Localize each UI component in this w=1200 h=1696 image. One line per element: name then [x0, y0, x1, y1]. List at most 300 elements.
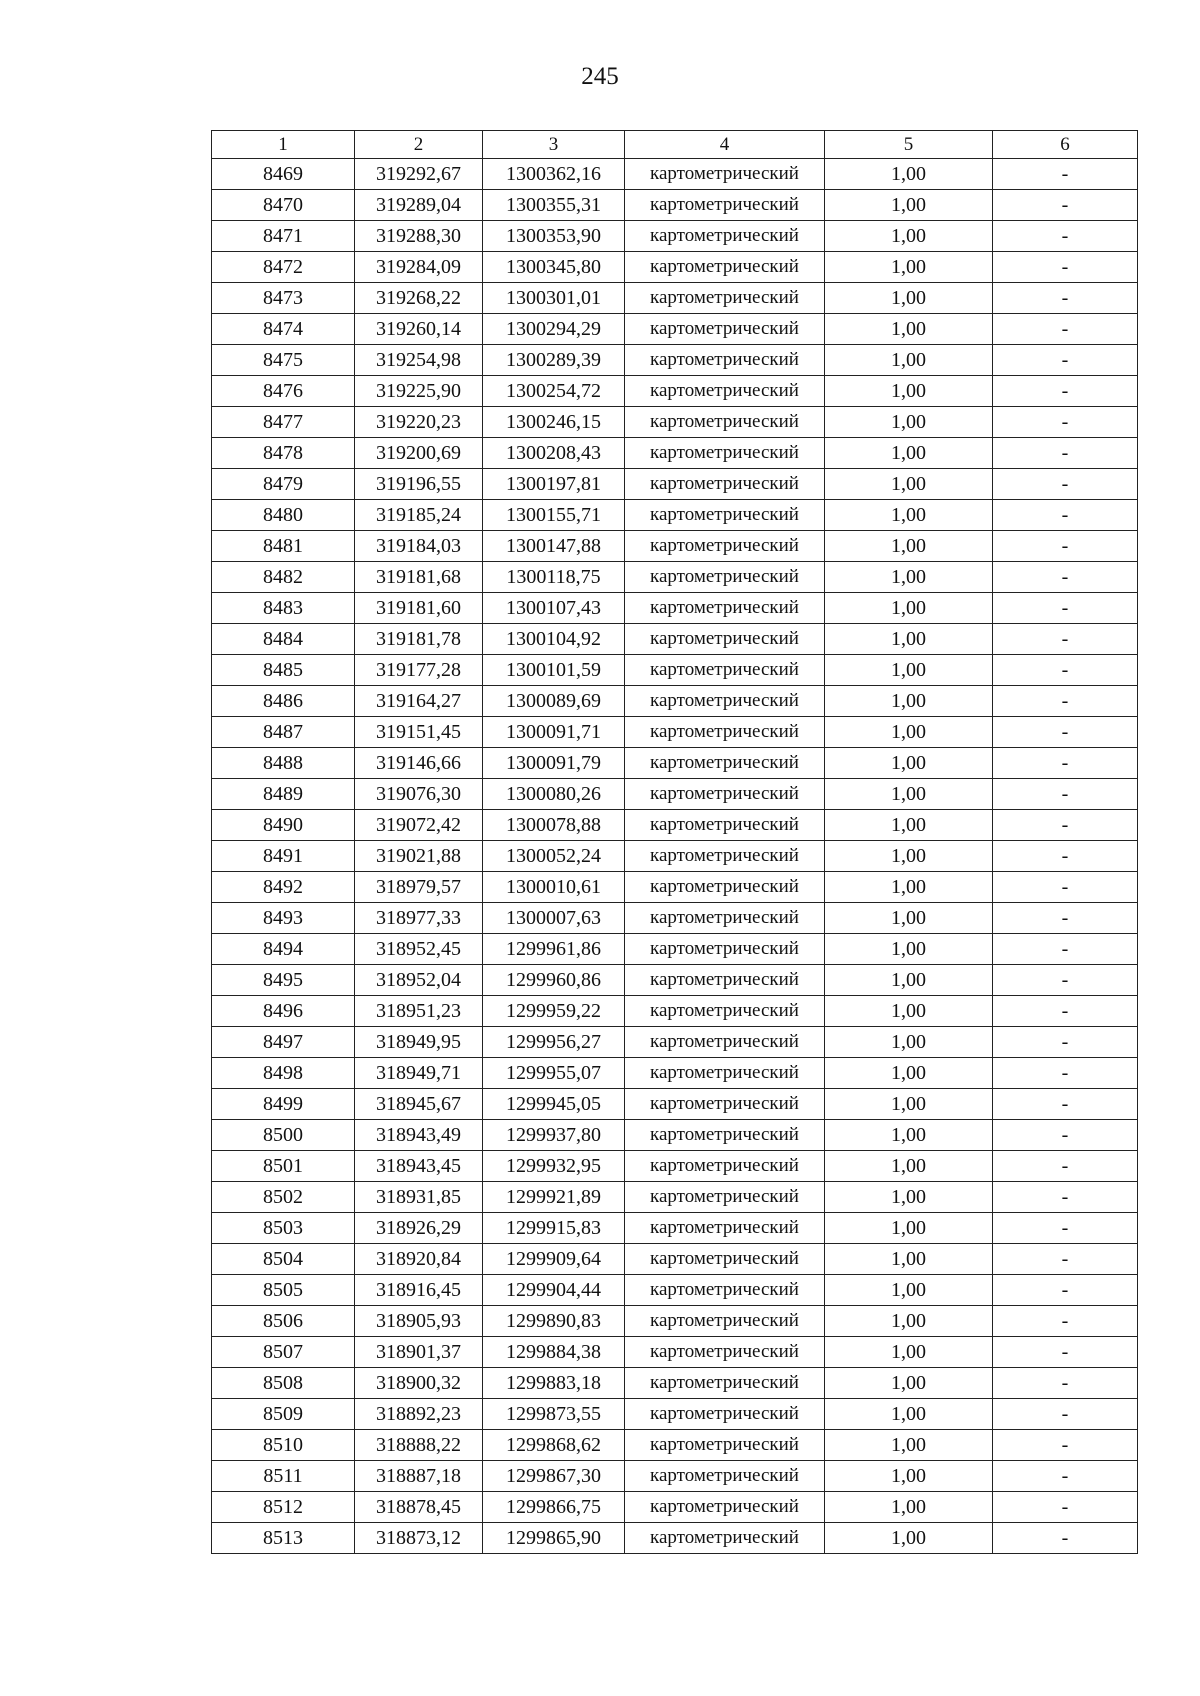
- precision-cell: 1,00: [825, 1306, 993, 1337]
- y-coordinate-cell: 1299866,75: [483, 1492, 625, 1523]
- point-number-cell: 8491: [212, 841, 355, 872]
- x-coordinate-cell: 318931,85: [355, 1182, 483, 1213]
- note-cell: -: [993, 1027, 1138, 1058]
- table-row: [212, 1306, 1138, 1337]
- point-number-cell: 8509: [212, 1399, 355, 1430]
- table-row: [212, 1027, 1138, 1058]
- y-coordinate-cell: 1299915,83: [483, 1213, 625, 1244]
- method-cell: картометрический: [625, 438, 825, 469]
- x-coordinate-cell: 318892,23: [355, 1399, 483, 1430]
- note-cell: -: [993, 903, 1138, 934]
- method-cell: картометрический: [625, 252, 825, 283]
- note-cell: -: [993, 996, 1138, 1027]
- table-row: [212, 1058, 1138, 1089]
- note-cell: -: [993, 159, 1138, 190]
- note-cell: -: [993, 1337, 1138, 1368]
- precision-cell: 1,00: [825, 562, 993, 593]
- table-row: [212, 407, 1138, 438]
- page-number: 245: [581, 63, 619, 90]
- precision-cell: 1,00: [825, 159, 993, 190]
- y-coordinate-cell: 1299868,62: [483, 1430, 625, 1461]
- precision-cell: 1,00: [825, 686, 993, 717]
- precision-cell: 1,00: [825, 1430, 993, 1461]
- x-coordinate-cell: 318943,49: [355, 1120, 483, 1151]
- point-number-cell: 8475: [212, 345, 355, 376]
- precision-cell: 1,00: [825, 469, 993, 500]
- method-cell: картометрический: [625, 190, 825, 221]
- table-row: [212, 1368, 1138, 1399]
- x-coordinate-cell: 319225,90: [355, 376, 483, 407]
- x-coordinate-cell: 318873,12: [355, 1523, 483, 1554]
- table-row: [212, 903, 1138, 934]
- point-number-cell: 8474: [212, 314, 355, 345]
- x-coordinate-cell: 318952,04: [355, 965, 483, 996]
- x-coordinate-cell: 318905,93: [355, 1306, 483, 1337]
- table-row: [212, 717, 1138, 748]
- method-cell: картометрический: [625, 1492, 825, 1523]
- note-cell: -: [993, 841, 1138, 872]
- precision-cell: 1,00: [825, 1461, 993, 1492]
- table-row: [212, 376, 1138, 407]
- table-row: [212, 1523, 1138, 1554]
- point-number-cell: 8473: [212, 283, 355, 314]
- precision-cell: 1,00: [825, 1275, 993, 1306]
- method-cell: картометрический: [625, 1306, 825, 1337]
- point-number-cell: 8496: [212, 996, 355, 1027]
- y-coordinate-cell: 1300118,75: [483, 562, 625, 593]
- method-cell: картометрический: [625, 779, 825, 810]
- note-cell: -: [993, 1213, 1138, 1244]
- column-header-2: 2: [355, 131, 483, 159]
- y-coordinate-cell: 1300197,81: [483, 469, 625, 500]
- method-cell: картометрический: [625, 593, 825, 624]
- table-row: [212, 1461, 1138, 1492]
- precision-cell: 1,00: [825, 1399, 993, 1430]
- y-coordinate-cell: 1299955,07: [483, 1058, 625, 1089]
- note-cell: -: [993, 1430, 1138, 1461]
- point-number-cell: 8483: [212, 593, 355, 624]
- x-coordinate-cell: 319185,24: [355, 500, 483, 531]
- y-coordinate-cell: 1300155,71: [483, 500, 625, 531]
- point-number-cell: 8478: [212, 438, 355, 469]
- note-cell: -: [993, 221, 1138, 252]
- x-coordinate-cell: 319254,98: [355, 345, 483, 376]
- note-cell: -: [993, 1244, 1138, 1275]
- precision-cell: 1,00: [825, 1151, 993, 1182]
- table-row: [212, 624, 1138, 655]
- method-cell: картометрический: [625, 562, 825, 593]
- note-cell: -: [993, 376, 1138, 407]
- method-cell: картометрический: [625, 1151, 825, 1182]
- y-coordinate-cell: 1300254,72: [483, 376, 625, 407]
- method-cell: картометрический: [625, 376, 825, 407]
- note-cell: -: [993, 438, 1138, 469]
- x-coordinate-cell: 318901,37: [355, 1337, 483, 1368]
- note-cell: -: [993, 593, 1138, 624]
- note-cell: -: [993, 872, 1138, 903]
- precision-cell: 1,00: [825, 1244, 993, 1275]
- y-coordinate-cell: 1300107,43: [483, 593, 625, 624]
- x-coordinate-cell: 319181,68: [355, 562, 483, 593]
- x-coordinate-cell: 318920,84: [355, 1244, 483, 1275]
- point-number-cell: 8502: [212, 1182, 355, 1213]
- table-row: [212, 1213, 1138, 1244]
- precision-cell: 1,00: [825, 779, 993, 810]
- note-cell: -: [993, 1399, 1138, 1430]
- x-coordinate-cell: 319268,22: [355, 283, 483, 314]
- y-coordinate-cell: 1299873,55: [483, 1399, 625, 1430]
- y-coordinate-cell: 1300091,71: [483, 717, 625, 748]
- y-coordinate-cell: 1300010,61: [483, 872, 625, 903]
- note-cell: -: [993, 1058, 1138, 1089]
- method-cell: картометрический: [625, 934, 825, 965]
- note-cell: -: [993, 1151, 1138, 1182]
- table-row: [212, 810, 1138, 841]
- y-coordinate-cell: 1300091,79: [483, 748, 625, 779]
- table-row: [212, 438, 1138, 469]
- table-row: [212, 655, 1138, 686]
- note-cell: -: [993, 562, 1138, 593]
- x-coordinate-cell: 318977,33: [355, 903, 483, 934]
- point-number-cell: 8497: [212, 1027, 355, 1058]
- method-cell: картометрический: [625, 748, 825, 779]
- table-row: [212, 1399, 1138, 1430]
- method-cell: картометрический: [625, 903, 825, 934]
- note-cell: -: [993, 283, 1138, 314]
- method-cell: картометрический: [625, 717, 825, 748]
- table-row: [212, 1089, 1138, 1120]
- column-header-4: 4: [625, 131, 825, 159]
- note-cell: -: [993, 345, 1138, 376]
- table-row: [212, 221, 1138, 252]
- x-coordinate-cell: 319292,67: [355, 159, 483, 190]
- point-number-cell: 8470: [212, 190, 355, 221]
- precision-cell: 1,00: [825, 1492, 993, 1523]
- point-number-cell: 8505: [212, 1275, 355, 1306]
- point-number-cell: 8492: [212, 872, 355, 903]
- y-coordinate-cell: 1299867,30: [483, 1461, 625, 1492]
- y-coordinate-cell: 1299884,38: [483, 1337, 625, 1368]
- x-coordinate-cell: 318949,71: [355, 1058, 483, 1089]
- precision-cell: 1,00: [825, 841, 993, 872]
- x-coordinate-cell: 319284,09: [355, 252, 483, 283]
- note-cell: -: [993, 531, 1138, 562]
- x-coordinate-cell: 318916,45: [355, 1275, 483, 1306]
- note-cell: -: [993, 1089, 1138, 1120]
- x-coordinate-cell: 319196,55: [355, 469, 483, 500]
- method-cell: картометрический: [625, 810, 825, 841]
- x-coordinate-cell: 319021,88: [355, 841, 483, 872]
- x-coordinate-cell: 319181,60: [355, 593, 483, 624]
- y-coordinate-cell: 1299932,95: [483, 1151, 625, 1182]
- note-cell: -: [993, 624, 1138, 655]
- precision-cell: 1,00: [825, 1182, 993, 1213]
- y-coordinate-cell: 1300089,69: [483, 686, 625, 717]
- method-cell: картометрический: [625, 655, 825, 686]
- table-row: [212, 841, 1138, 872]
- precision-cell: 1,00: [825, 996, 993, 1027]
- x-coordinate-cell: 319260,14: [355, 314, 483, 345]
- y-coordinate-cell: 1299959,22: [483, 996, 625, 1027]
- point-number-cell: 8479: [212, 469, 355, 500]
- table-row: [212, 965, 1138, 996]
- point-number-cell: 8484: [212, 624, 355, 655]
- note-cell: -: [993, 934, 1138, 965]
- point-number-cell: 8471: [212, 221, 355, 252]
- column-header-6: 6: [993, 131, 1138, 159]
- point-number-cell: 8507: [212, 1337, 355, 1368]
- y-coordinate-cell: 1300052,24: [483, 841, 625, 872]
- x-coordinate-cell: 318887,18: [355, 1461, 483, 1492]
- y-coordinate-cell: 1299865,90: [483, 1523, 625, 1554]
- x-coordinate-cell: 319200,69: [355, 438, 483, 469]
- y-coordinate-cell: 1300101,59: [483, 655, 625, 686]
- note-cell: -: [993, 1120, 1138, 1151]
- x-coordinate-cell: 318951,23: [355, 996, 483, 1027]
- note-cell: -: [993, 1182, 1138, 1213]
- note-cell: -: [993, 717, 1138, 748]
- table-row: [212, 1337, 1138, 1368]
- note-cell: -: [993, 748, 1138, 779]
- table-row: [212, 1244, 1138, 1275]
- method-cell: картометрический: [625, 407, 825, 438]
- method-cell: картометрический: [625, 1430, 825, 1461]
- y-coordinate-cell: 1299937,80: [483, 1120, 625, 1151]
- y-coordinate-cell: 1299909,64: [483, 1244, 625, 1275]
- point-number-cell: 8481: [212, 531, 355, 562]
- point-number-cell: 8490: [212, 810, 355, 841]
- table-row: [212, 686, 1138, 717]
- note-cell: -: [993, 655, 1138, 686]
- y-coordinate-cell: 1300294,29: [483, 314, 625, 345]
- precision-cell: 1,00: [825, 1368, 993, 1399]
- x-coordinate-cell: 319184,03: [355, 531, 483, 562]
- precision-cell: 1,00: [825, 1027, 993, 1058]
- precision-cell: 1,00: [825, 345, 993, 376]
- method-cell: картометрический: [625, 996, 825, 1027]
- table-row: [212, 872, 1138, 903]
- precision-cell: 1,00: [825, 252, 993, 283]
- note-cell: -: [993, 407, 1138, 438]
- column-header-5: 5: [825, 131, 993, 159]
- point-number-cell: 8486: [212, 686, 355, 717]
- method-cell: картометрический: [625, 283, 825, 314]
- x-coordinate-cell: 318949,95: [355, 1027, 483, 1058]
- point-number-cell: 8503: [212, 1213, 355, 1244]
- note-cell: -: [993, 1523, 1138, 1554]
- precision-cell: 1,00: [825, 624, 993, 655]
- table-row: [212, 283, 1138, 314]
- note-cell: -: [993, 190, 1138, 221]
- y-coordinate-cell: 1300353,90: [483, 221, 625, 252]
- precision-cell: 1,00: [825, 531, 993, 562]
- x-coordinate-cell: 318943,45: [355, 1151, 483, 1182]
- table-row: [212, 500, 1138, 531]
- method-cell: картометрический: [625, 1058, 825, 1089]
- point-number-cell: 8488: [212, 748, 355, 779]
- point-number-cell: 8489: [212, 779, 355, 810]
- note-cell: -: [993, 965, 1138, 996]
- x-coordinate-cell: 318979,57: [355, 872, 483, 903]
- table-row: [212, 1430, 1138, 1461]
- coordinates-table: [211, 130, 1138, 1554]
- method-cell: картометрический: [625, 1089, 825, 1120]
- x-coordinate-cell: 319220,23: [355, 407, 483, 438]
- y-coordinate-cell: 1300208,43: [483, 438, 625, 469]
- point-number-cell: 8500: [212, 1120, 355, 1151]
- y-coordinate-cell: 1300080,26: [483, 779, 625, 810]
- point-number-cell: 8494: [212, 934, 355, 965]
- method-cell: картометрический: [625, 159, 825, 190]
- precision-cell: 1,00: [825, 1523, 993, 1554]
- point-number-cell: 8506: [212, 1306, 355, 1337]
- precision-cell: 1,00: [825, 903, 993, 934]
- x-coordinate-cell: 319181,78: [355, 624, 483, 655]
- precision-cell: 1,00: [825, 1120, 993, 1151]
- column-header-3: 3: [483, 131, 625, 159]
- table-row: [212, 1182, 1138, 1213]
- y-coordinate-cell: 1299961,86: [483, 934, 625, 965]
- table-row: [212, 1275, 1138, 1306]
- point-number-cell: 8513: [212, 1523, 355, 1554]
- method-cell: картометрический: [625, 1213, 825, 1244]
- point-number-cell: 8485: [212, 655, 355, 686]
- method-cell: картометрический: [625, 1461, 825, 1492]
- method-cell: картометрический: [625, 841, 825, 872]
- x-coordinate-cell: 319288,30: [355, 221, 483, 252]
- method-cell: картометрический: [625, 1275, 825, 1306]
- y-coordinate-cell: 1300104,92: [483, 624, 625, 655]
- method-cell: картометрический: [625, 686, 825, 717]
- precision-cell: 1,00: [825, 314, 993, 345]
- precision-cell: 1,00: [825, 500, 993, 531]
- note-cell: -: [993, 500, 1138, 531]
- point-number-cell: 8480: [212, 500, 355, 531]
- x-coordinate-cell: 319289,04: [355, 190, 483, 221]
- precision-cell: 1,00: [825, 407, 993, 438]
- y-coordinate-cell: 1299890,83: [483, 1306, 625, 1337]
- method-cell: картометрический: [625, 1368, 825, 1399]
- precision-cell: 1,00: [825, 190, 993, 221]
- point-number-cell: 8510: [212, 1430, 355, 1461]
- precision-cell: 1,00: [825, 376, 993, 407]
- table-row: [212, 314, 1138, 345]
- note-cell: -: [993, 314, 1138, 345]
- x-coordinate-cell: 319164,27: [355, 686, 483, 717]
- method-cell: картометрический: [625, 1337, 825, 1368]
- method-cell: картометрический: [625, 500, 825, 531]
- precision-cell: 1,00: [825, 717, 993, 748]
- y-coordinate-cell: 1300007,63: [483, 903, 625, 934]
- precision-cell: 1,00: [825, 810, 993, 841]
- point-number-cell: 8511: [212, 1461, 355, 1492]
- method-cell: картометрический: [625, 221, 825, 252]
- table-body: [212, 159, 1138, 1554]
- precision-cell: 1,00: [825, 593, 993, 624]
- y-coordinate-cell: 1300078,88: [483, 810, 625, 841]
- table-header-row: [212, 131, 1138, 159]
- x-coordinate-cell: 318945,67: [355, 1089, 483, 1120]
- point-number-cell: 8477: [212, 407, 355, 438]
- point-number-cell: 8482: [212, 562, 355, 593]
- table-row: [212, 1120, 1138, 1151]
- x-coordinate-cell: 318952,45: [355, 934, 483, 965]
- point-number-cell: 8495: [212, 965, 355, 996]
- point-number-cell: 8501: [212, 1151, 355, 1182]
- x-coordinate-cell: 318878,45: [355, 1492, 483, 1523]
- method-cell: картометрический: [625, 872, 825, 903]
- precision-cell: 1,00: [825, 1213, 993, 1244]
- method-cell: картометрический: [625, 1399, 825, 1430]
- method-cell: картометрический: [625, 1182, 825, 1213]
- table-row: [212, 252, 1138, 283]
- x-coordinate-cell: 319146,66: [355, 748, 483, 779]
- precision-cell: 1,00: [825, 748, 993, 779]
- precision-cell: 1,00: [825, 934, 993, 965]
- note-cell: -: [993, 686, 1138, 717]
- point-number-cell: 8508: [212, 1368, 355, 1399]
- y-coordinate-cell: 1300147,88: [483, 531, 625, 562]
- table-row: [212, 1492, 1138, 1523]
- note-cell: -: [993, 1492, 1138, 1523]
- method-cell: картометрический: [625, 469, 825, 500]
- note-cell: -: [993, 779, 1138, 810]
- x-coordinate-cell: 319151,45: [355, 717, 483, 748]
- note-cell: -: [993, 1306, 1138, 1337]
- y-coordinate-cell: 1300246,15: [483, 407, 625, 438]
- point-number-cell: 8472: [212, 252, 355, 283]
- x-coordinate-cell: 319076,30: [355, 779, 483, 810]
- table-row: [212, 779, 1138, 810]
- point-number-cell: 8498: [212, 1058, 355, 1089]
- table-row: [212, 190, 1138, 221]
- precision-cell: 1,00: [825, 655, 993, 686]
- y-coordinate-cell: 1300345,80: [483, 252, 625, 283]
- note-cell: -: [993, 810, 1138, 841]
- table-row: [212, 934, 1138, 965]
- y-coordinate-cell: 1299945,05: [483, 1089, 625, 1120]
- x-coordinate-cell: 319072,42: [355, 810, 483, 841]
- y-coordinate-cell: 1299904,44: [483, 1275, 625, 1306]
- y-coordinate-cell: 1299960,86: [483, 965, 625, 996]
- method-cell: картометрический: [625, 314, 825, 345]
- y-coordinate-cell: 1299921,89: [483, 1182, 625, 1213]
- precision-cell: 1,00: [825, 1337, 993, 1368]
- note-cell: -: [993, 469, 1138, 500]
- note-cell: -: [993, 1275, 1138, 1306]
- method-cell: картометрический: [625, 1244, 825, 1275]
- table-row: [212, 748, 1138, 779]
- method-cell: картометрический: [625, 965, 825, 996]
- table-row: [212, 593, 1138, 624]
- point-number-cell: 8512: [212, 1492, 355, 1523]
- precision-cell: 1,00: [825, 221, 993, 252]
- precision-cell: 1,00: [825, 283, 993, 314]
- precision-cell: 1,00: [825, 1058, 993, 1089]
- table-row: [212, 345, 1138, 376]
- table-row: [212, 531, 1138, 562]
- method-cell: картометрический: [625, 624, 825, 655]
- method-cell: картометрический: [625, 531, 825, 562]
- y-coordinate-cell: 1300355,31: [483, 190, 625, 221]
- note-cell: -: [993, 1461, 1138, 1492]
- method-cell: картометрический: [625, 1523, 825, 1554]
- method-cell: картометрический: [625, 345, 825, 376]
- point-number-cell: 8469: [212, 159, 355, 190]
- point-number-cell: 8499: [212, 1089, 355, 1120]
- column-header-1: 1: [212, 131, 355, 159]
- table-row: [212, 1151, 1138, 1182]
